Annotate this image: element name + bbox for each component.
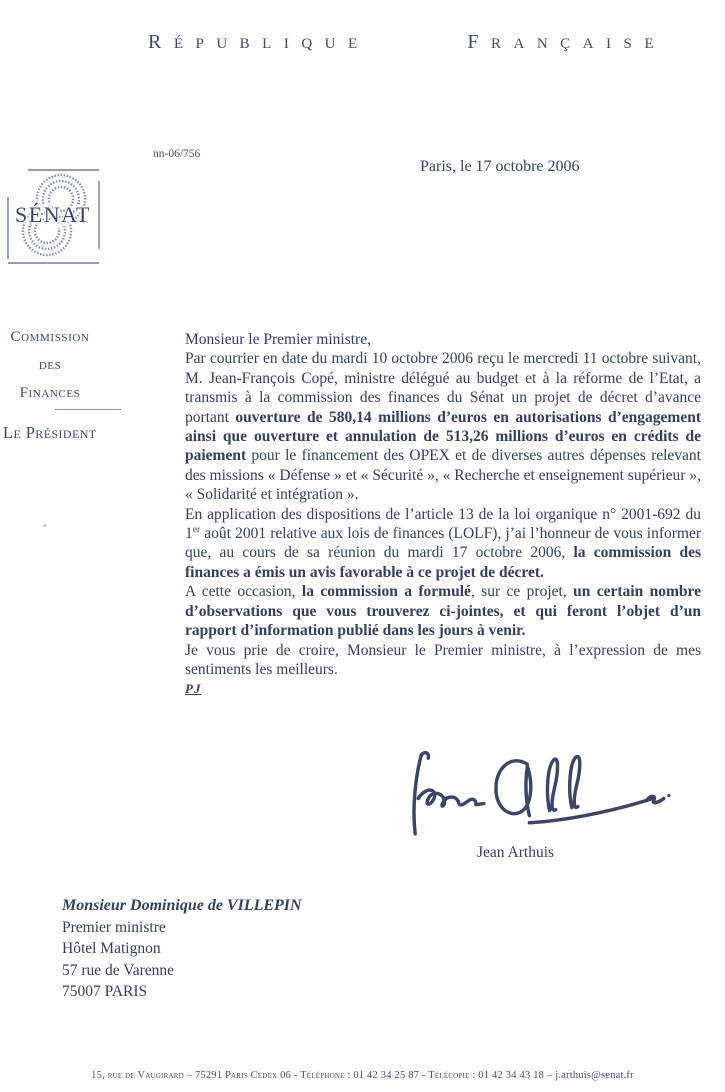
commission-line-1: Commission: [10, 329, 90, 345]
logo-senat-text: SÉNAT: [15, 202, 91, 227]
signature-handwriting: [398, 750, 686, 846]
sidebar-commission: [6, 329, 94, 413]
footer-address: 15, rue de Vaugirard – 75291 Paris Cedex 06 - Téléphone : 01 42 34 25 87 - Télécopie : 01 42 34 43 18 –: [91, 1070, 556, 1081]
header-word-republique: RÉPUBLIQUE: [148, 31, 370, 53]
body-paragraph-2: En application des dispositions de l’article 13 de la loi organique n° 2001-692 du 1er août 2001 relative aux lois de finances (LOLF), j’ai l’honneur de vous informer que, au cours de sa réunion du mardi 17 octobre 2006, la commission des finances a émis un avis favorable à ce projet de décret.: [185, 505, 701, 581]
commission-line-2: des: [38, 357, 62, 373]
addressee-street: 57 rue de Varenne: [62, 961, 175, 979]
body-paragraph-4: Je vous prie de croire, Monsieur le Premier ministre, à l’expression de mes sentiments les meilleurs.: [185, 641, 701, 678]
dateline: Paris, le 17 octobre 2006: [420, 158, 580, 175]
scan-artifact-speck: [43, 524, 47, 527]
republique-francaise-header: [148, 31, 666, 54]
sidebar-president-label: Le Président: [3, 423, 97, 442]
salutation: Monsieur le Premier ministre,: [185, 331, 371, 348]
senat-logo: [4, 166, 103, 267]
body-paragraph-3: A cette occasion, la commission a formulé, sur ce projet, un certain nombre d’observations que vous trouverez ci-jointes, et qui feront l’objet d’un rapport d’information publié dans les jours à venir.: [185, 583, 702, 640]
enclosure-pj: PJ: [185, 681, 202, 697]
addressee-building: Hôtel Matignon: [62, 940, 161, 957]
addressee-city: 75007 PARIS: [62, 983, 148, 1000]
body-paragraph-1: Par courrier en date du mardi 10 octobre 2006 reçu le mercredi 11 octobre suivant, M. Jean-François Copé, ministre délégué au budget et à la réforme de l’Etat, a transmis à la commission des finances du Sénat un projet de décret d’avance portant ouverture de 580,14 millions d’euros en autorisations d’engagement ainsi que ouverture et annulation de 513,26 millions d’euros en crédits de paiement pour le financement des OPEX et de diverses autres dépenses relevant des missions « Défense » et « Sécurité », « Recherche et enseignement supérieur », « Solidarité et intégration ».: [185, 350, 701, 504]
sidebar-divider: [55, 409, 121, 410]
reference-number: nn-06/756: [153, 148, 201, 160]
addressee-title: Premier ministre: [62, 918, 166, 936]
addressee-block: [62, 895, 302, 1003]
footer-email: j.arthuis@senat.fr: [555, 1070, 634, 1081]
letter-body: [185, 330, 701, 699]
header-word-francaise: FRANÇAISE: [467, 31, 666, 53]
footer: [0, 1070, 725, 1081]
addressee-name: Monsieur Dominique de VILLEPIN: [62, 897, 302, 914]
commission-line-3: Finances: [19, 385, 81, 401]
signature-name: Jean Arthuis: [476, 844, 555, 861]
